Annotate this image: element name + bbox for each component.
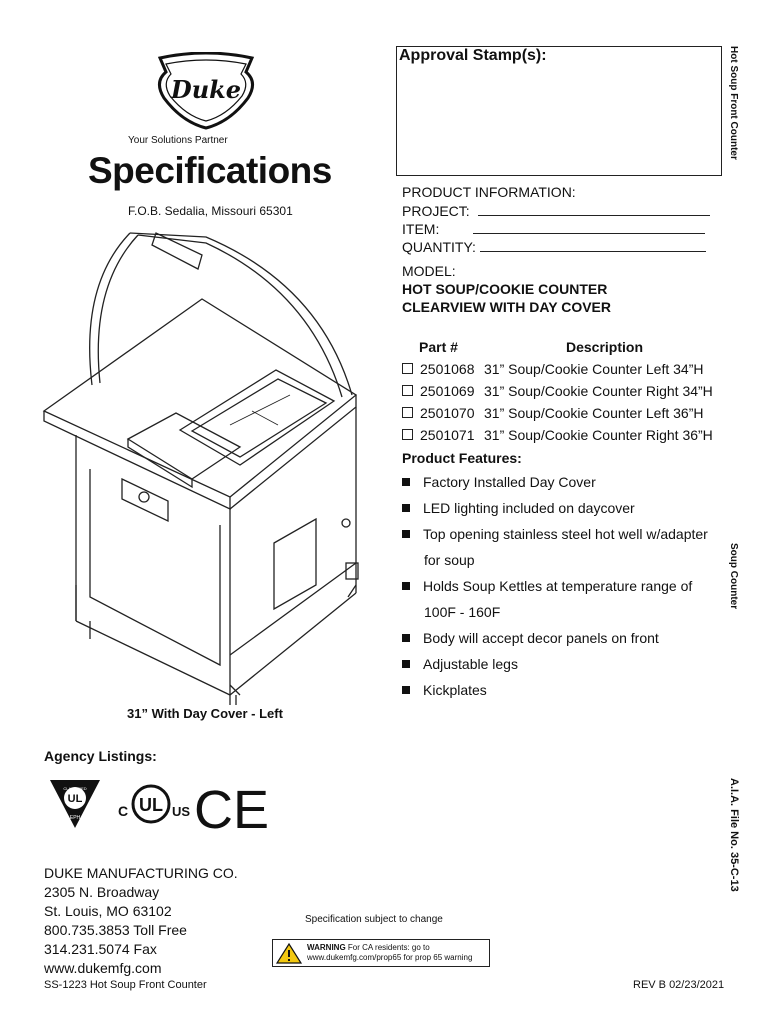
feature-item — [402, 500, 635, 516]
item-label: ITEM: — [402, 221, 440, 237]
culus-logo — [118, 786, 190, 822]
feature-item — [402, 630, 659, 646]
svg-text:EPH: EPH — [69, 815, 81, 821]
quantity-field[interactable] — [480, 238, 706, 252]
duke-logo — [150, 52, 262, 130]
part-description: 31” Soup/Cookie Counter Right 36”H — [484, 427, 713, 443]
page-title: Specifications — [88, 150, 332, 191]
part-checkbox[interactable] — [402, 429, 413, 440]
company-street: 2305 N. Broadway — [44, 884, 160, 900]
document-number: SS-1223 Hot Soup Front Counter — [44, 979, 207, 991]
quantity-label: QUANTITY: — [402, 239, 476, 255]
svg-text:C: C — [118, 803, 129, 819]
approval-stamp-box — [396, 46, 722, 176]
company-name: DUKE MANUFACTURING CO. — [44, 865, 238, 881]
warning-line-2: www.dukemfg.com/prop65 for prop 65 warning — [307, 953, 473, 962]
feature-continuation: for soup — [424, 552, 475, 568]
illustration-caption: 31” With Day Cover - Left — [127, 706, 283, 721]
item-row — [402, 220, 705, 238]
svg-text:US: US — [172, 804, 191, 819]
feature-item — [402, 656, 518, 672]
model-label: MODEL: — [402, 263, 456, 279]
svg-text:UL: UL — [67, 793, 83, 805]
parts-header-part: Part # — [419, 339, 458, 355]
part-description: 31” Soup/Cookie Counter Left 36”H — [484, 405, 704, 421]
part-row — [402, 427, 713, 443]
fob-location: F.O.B. Sedalia, Missouri 65301 — [128, 204, 293, 218]
warning-triangle-icon — [276, 943, 302, 964]
agency-logos — [44, 770, 304, 840]
bullet-icon — [402, 478, 410, 486]
model-line-1: HOT SOUP/COOKIE COUNTER — [402, 281, 608, 297]
prop65-warning-box — [272, 939, 490, 967]
item-field[interactable] — [473, 220, 705, 234]
project-row — [402, 202, 710, 220]
logo-text: Duke — [170, 75, 242, 104]
feature-text: Holds Soup Kettles at temperature range of — [423, 578, 693, 594]
feature-text: Top opening stainless steel hot well w/adapter — [423, 526, 708, 542]
part-number: 2501071 — [420, 427, 475, 443]
feature-item — [402, 474, 596, 490]
feature-item — [402, 526, 708, 542]
warning-line-1: For CA residents: go to — [347, 943, 430, 952]
ce-logo: CE — [194, 780, 270, 840]
svg-text:UL: UL — [139, 795, 163, 815]
part-number: 2501069 — [420, 383, 475, 399]
bullet-icon — [402, 686, 410, 694]
bullet-icon — [402, 530, 410, 538]
approval-stamp-label: Approval Stamp(s): — [399, 47, 547, 64]
company-website: www.dukemfg.com — [44, 960, 162, 976]
quantity-row — [402, 238, 706, 256]
model-line-2: CLEARVIEW WITH DAY COVER — [402, 299, 611, 315]
ul-classified-logo — [50, 780, 100, 828]
feature-item — [402, 682, 487, 698]
bullet-icon — [402, 504, 410, 512]
features-title: Product Features: — [402, 450, 522, 466]
part-description: 31” Soup/Cookie Counter Left 34”H — [484, 361, 704, 377]
feature-text: LED lighting included on daycover — [423, 500, 635, 516]
part-row — [402, 383, 713, 399]
project-field[interactable] — [478, 202, 710, 216]
company-city: St. Louis, MO 63102 — [44, 903, 172, 919]
part-checkbox[interactable] — [402, 363, 413, 374]
part-row — [402, 361, 703, 377]
bullet-icon — [402, 582, 410, 590]
feature-text: Adjustable legs — [423, 656, 518, 672]
feature-continuation: 100F - 160F — [424, 604, 501, 620]
feature-text: Kickplates — [423, 682, 487, 698]
part-row — [402, 405, 703, 421]
bullet-icon — [402, 634, 410, 642]
company-tollfree: 800.735.3853 Toll Free — [44, 922, 187, 938]
parts-header-description: Description — [566, 339, 644, 355]
feature-item — [402, 578, 692, 594]
company-address — [44, 864, 238, 978]
feature-text: Factory Installed Day Cover — [423, 474, 596, 490]
company-fax: 314.231.5074 Fax — [44, 941, 157, 957]
part-number: 2501070 — [420, 405, 475, 421]
agency-listings-title: Agency Listings: — [44, 748, 157, 764]
warning-label: WARNING — [307, 943, 346, 952]
part-checkbox[interactable] — [402, 385, 413, 396]
side-label-category: Soup Counter — [728, 543, 739, 610]
part-checkbox[interactable] — [402, 407, 413, 418]
svg-text:CLASSIFIED: CLASSIFIED — [63, 786, 87, 791]
spec-subject-note: Specification subject to change — [305, 914, 443, 925]
tagline: Your Solutions Partner — [128, 135, 228, 146]
warning-text — [307, 943, 472, 963]
counter-illustration — [30, 225, 370, 705]
feature-text: Body will accept decor panels on front — [423, 630, 659, 646]
bullet-icon — [402, 660, 410, 668]
part-number: 2501068 — [420, 361, 475, 377]
side-label-aia-file: A.I.A. File No. 35-C-13 — [728, 778, 740, 892]
product-info-heading: PRODUCT INFORMATION: — [402, 184, 576, 200]
side-label-product: Hot Soup Front Counter — [728, 46, 739, 160]
project-label: PROJECT: — [402, 203, 470, 219]
part-description: 31” Soup/Cookie Counter Right 34”H — [484, 383, 713, 399]
revision-date: REV B 02/23/2021 — [633, 979, 725, 991]
